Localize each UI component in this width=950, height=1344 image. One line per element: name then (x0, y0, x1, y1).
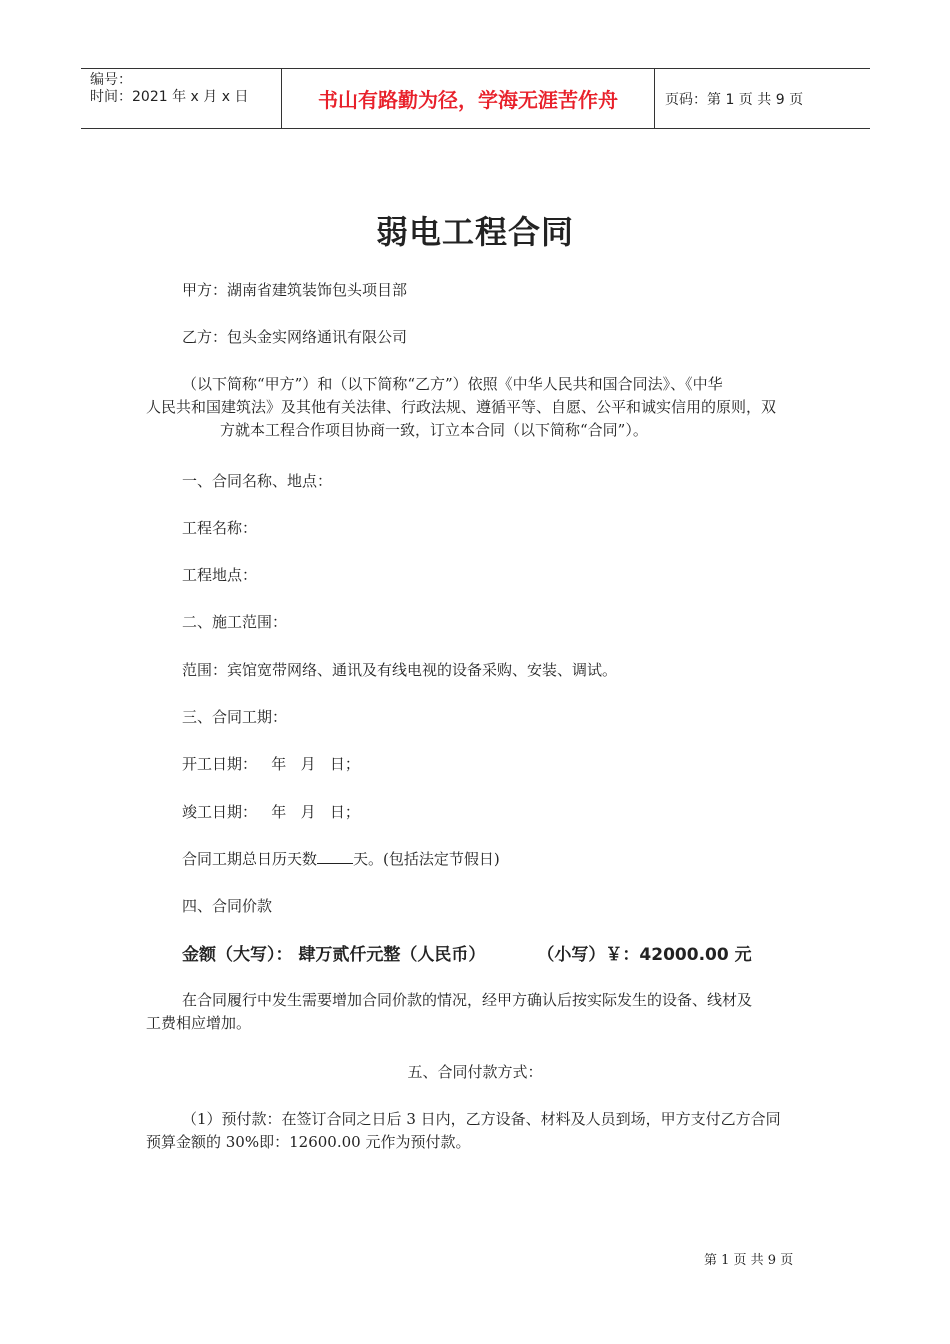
contract-amount (182, 940, 752, 965)
price-note-line: 在合同履行中发生需要增加合同价款的情况，经甲方确认后按实际发生的设备、线材及 (182, 991, 753, 1009)
party-a: 甲方：湖南省建筑装饰包头项目部 (182, 281, 408, 299)
section-1-heading: 一、合同名称、地点： (182, 472, 333, 490)
prepay-paragraph (146, 1108, 808, 1154)
section-5-heading: 五、合同付款方式： (407, 1063, 543, 1081)
price-note-paragraph (146, 989, 808, 1035)
start-date: 开工日期： 年 月 日； (182, 755, 360, 773)
prepay-line: 预算金额的 30%即：12600.00 元作为预付款。 (146, 1133, 471, 1151)
duration-prefix: 合同工期总日历天数 (182, 850, 318, 868)
preamble-paragraph (146, 373, 808, 442)
party-b: 乙方：包头金实网络通讯有限公司 (182, 328, 408, 346)
preamble-line: （以下简称“甲方”）和（以下简称“乙方”）依照《中华人民共和国合同法》、《中华 (182, 375, 723, 393)
document-title: 弱电工程合同 (375, 213, 574, 251)
project-name: 工程名称： (182, 519, 258, 537)
duration-line (182, 848, 500, 871)
duration-blank (317, 849, 353, 864)
prepay-line: （1）预付款：在签订合同之日后 3 日内，乙方设备、材料及人员到场，甲方支付乙方合同 (182, 1110, 781, 1128)
amount-upper: 金额（大写）： 肆万贰仟元整（人民币） (182, 945, 486, 965)
footer-page-info: 第 1 页 共 9 页 (704, 1253, 794, 1268)
amount-lower: （小写）￥：42000.00 元 (537, 945, 752, 965)
section-2-heading: 二、施工范围： (182, 613, 288, 631)
header-page-info: 页码：第 1 页 共 9 页 (665, 91, 804, 108)
preamble-line: 人民共和国建筑法》及其他有关法律、行政法规、遵循平等、自愿、公平和诚实信用的原则，双 (146, 398, 777, 416)
header-meta (81, 69, 282, 128)
section-4-heading: 四、合同价款 (182, 897, 273, 915)
project-location: 工程地点： (182, 566, 258, 584)
header-time-label: 时间：2021 年 x 月 x 日 (90, 89, 249, 105)
section-3-heading: 三、合同工期： (182, 708, 288, 726)
page-header (81, 68, 870, 129)
header-number-label: 编号： (90, 72, 132, 88)
scope-text: 范围：宾馆宽带网络、通讯及有线电视的设备采购、安装、调试。 (182, 661, 618, 679)
preamble-line: 方就本工程合作项目协商一致，订立本合同（以下简称“合同”）。 (220, 421, 648, 439)
price-note-line: 工费相应增加。 (146, 1014, 252, 1032)
duration-suffix: 天。(包括法定节假日) (353, 850, 500, 868)
header-motto: 书山有路勤为径，学海无涯苦作舟 (282, 69, 655, 128)
end-date: 竣工日期： 年 月 日； (182, 803, 360, 821)
